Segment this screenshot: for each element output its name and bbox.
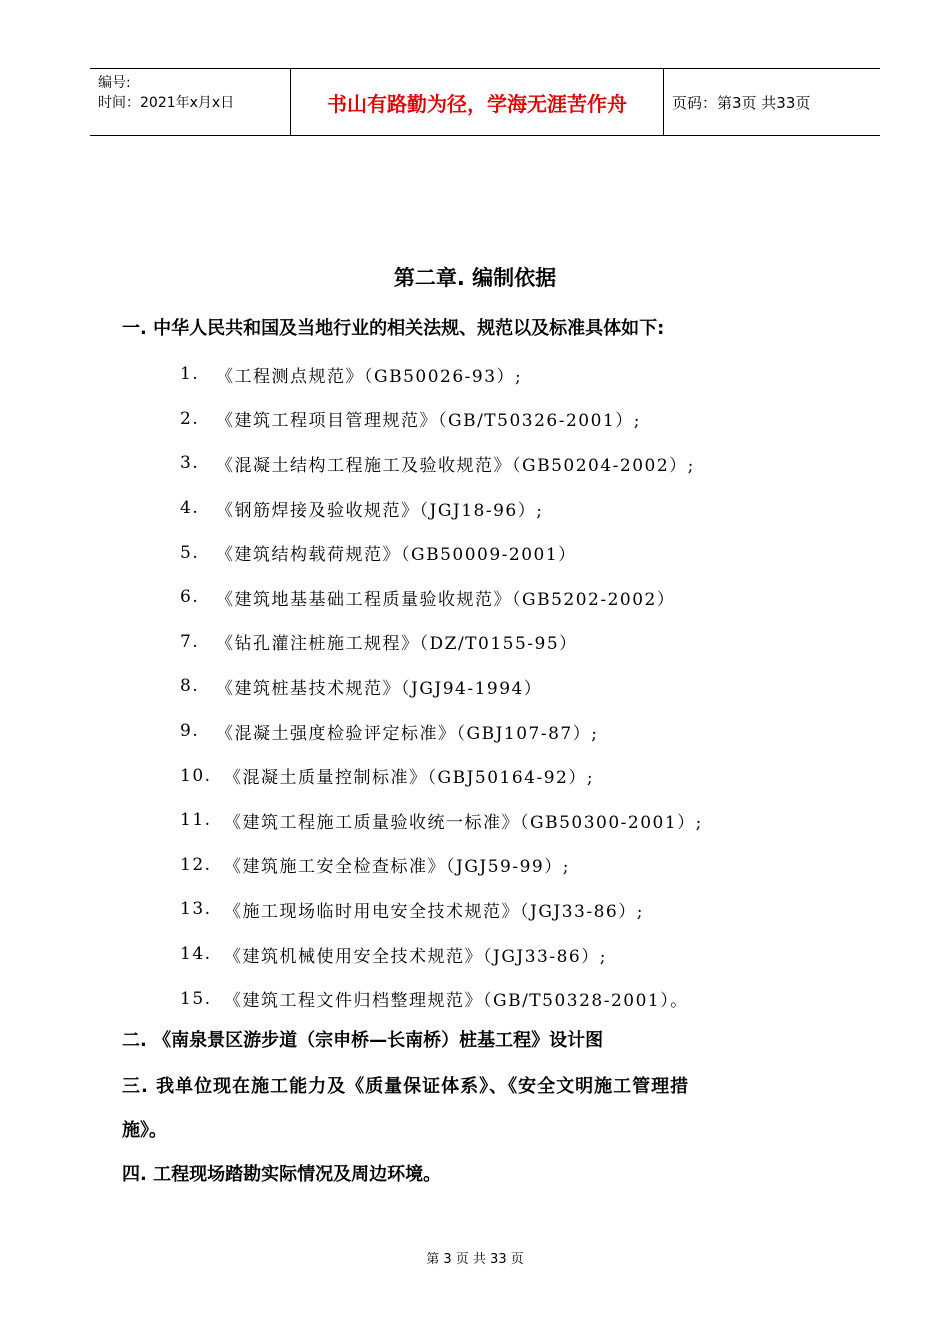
item-number: 7. — [180, 631, 200, 652]
list-item — [0, 530, 950, 575]
list-item — [0, 753, 950, 798]
list-item — [0, 352, 950, 397]
list-item — [0, 397, 950, 442]
item-text: 《建筑地基基础工程质量验收规范》（GB5202-2002） — [216, 589, 676, 610]
list-item — [0, 932, 950, 977]
list-item — [0, 976, 950, 1021]
item-number: 14. — [180, 944, 212, 965]
item-number: 13. — [180, 899, 212, 920]
header-page-info: 页码：第3页 共33页 — [672, 93, 811, 112]
standards-list — [0, 352, 950, 1021]
list-item — [0, 664, 950, 709]
doc-time-label: 时间：2021年x月x日 — [98, 95, 235, 111]
item-text: 《建筑施工安全检查标准》（JGJ59-99）; — [224, 857, 570, 878]
doc-number-label: 编号: — [98, 75, 131, 91]
item-number: 4. — [180, 498, 200, 519]
item-number: 9. — [180, 721, 200, 742]
item-number: 1. — [180, 364, 200, 385]
item-text: 《建筑工程项目管理规范》（GB/T50326-2001）; — [216, 411, 641, 432]
item-text: 《建筑工程施工质量验收统一标准》（GB50300-2001）; — [224, 812, 703, 833]
item-number: 15. — [180, 988, 212, 1009]
item-text: 《建筑桩基技术规范》（JGJ94-1994） — [216, 678, 543, 699]
header-motto: 书山有路勤为径，学海无涯苦作舟 — [290, 69, 664, 135]
page-footer: 第 3 页 共 33 页 — [426, 1252, 524, 1267]
list-item — [0, 709, 950, 754]
item-text: 《混凝土质量控制标准》（GBJ50164-92）; — [224, 768, 595, 789]
section-one-heading: 一. 中华人民共和国及当地行业的相关法规、规范以及标准具体如下: — [122, 318, 665, 339]
item-text: 《工程测点规范》（GB50026-93）; — [216, 366, 523, 387]
item-number: 11. — [180, 810, 212, 831]
item-number: 3. — [180, 453, 200, 474]
item-text: 《混凝土结构工程施工及验收规范》（GB50204-2002）; — [216, 455, 695, 476]
item-number: 8. — [180, 676, 200, 697]
item-text: 《建筑机械使用安全技术规范》（JGJ33-86）; — [224, 946, 607, 967]
page-header — [90, 68, 880, 136]
section-four-heading: 四. 工程现场踏勘实际情况及周边环境。 — [122, 1164, 442, 1185]
item-text: 《混凝土强度检验评定标准》（GBJ107-87）; — [216, 723, 599, 744]
list-item — [0, 486, 950, 531]
section-three-continuation: 施》。 — [122, 1120, 167, 1141]
header-meta — [90, 69, 290, 135]
list-item — [0, 843, 950, 888]
item-text: 《施工现场临时用电安全技术规范》（JGJ33-86）; — [224, 901, 644, 922]
item-number: 5. — [180, 542, 200, 563]
item-number: 6. — [180, 587, 200, 608]
item-number: 10. — [180, 765, 212, 786]
item-number: 12. — [180, 854, 212, 875]
item-number: 2. — [180, 408, 200, 429]
section-two-heading: 二. 《南泉景区游步道（宗申桥—长南桥）桩基工程》设计图 — [122, 1030, 604, 1051]
list-item — [0, 441, 950, 486]
list-item — [0, 798, 950, 843]
list-item — [0, 887, 950, 932]
item-text: 《建筑工程文件归档整理规范》（GB/T50328-2001）。 — [224, 991, 689, 1012]
list-item — [0, 620, 950, 665]
item-text: 《钻孔灌注桩施工规程》（DZ/T0155-95） — [216, 634, 578, 655]
item-text: 《建筑结构载荷规范》（GB50009-2001） — [216, 545, 577, 566]
list-item — [0, 575, 950, 620]
chapter-title: 第二章. 编制依据 — [393, 266, 557, 290]
item-text: 《钢筋焊接及验收规范》（JGJ18-96）; — [216, 500, 544, 521]
section-three-heading: 三. 我单位现在施工能力及《质量保证体系》、《安全文明施工管理措 — [122, 1076, 690, 1097]
